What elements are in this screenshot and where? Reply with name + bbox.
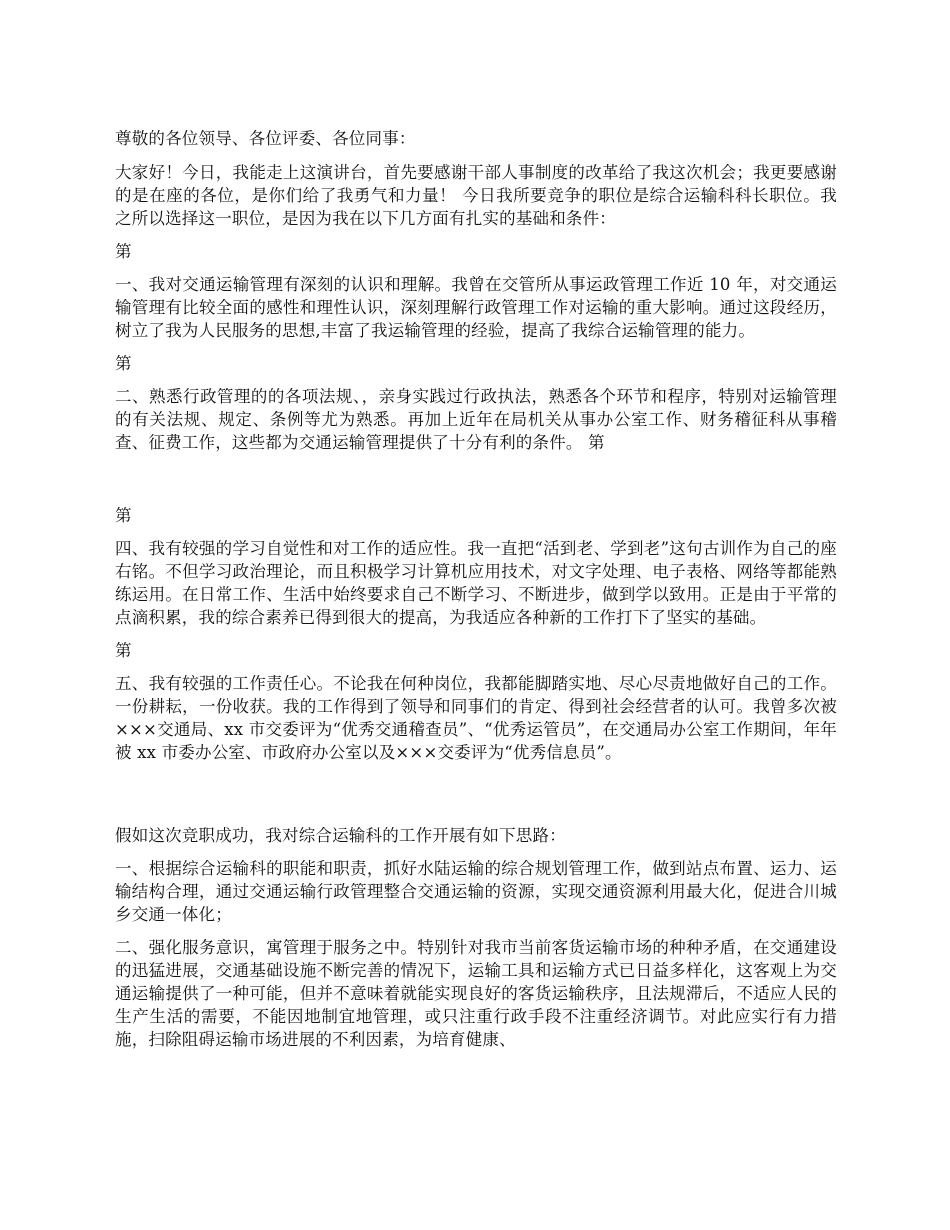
section-marker-3: 第	[115, 506, 132, 525]
section-marker-4: 第	[115, 641, 132, 660]
document-body	[115, 127, 837, 1051]
plan-intro: 假如这次竞职成功，我对综合运输科的工作开展有如下思路：	[115, 826, 566, 845]
intro-paragraph: 大家好！今日，我能走上这演讲台，首先要感谢干部人事制度的改革给了我这次机会；我更要感谢的是在座的各位，是你们给了我勇气和力量！ 今日我所要竞争的职位是综合运输科科长职位。我之所以选择这一职位，是因为我在以下几方面有扎实的基础和条件：	[115, 163, 837, 228]
plan-one-paragraph: 一、根据综合运输科的职能和职责，抓好水陆运输的综合规划管理工作，做到站点布置、运力、运输结构合理，通过交通运输行政管理整合交通运输的资源，实现交通资源利用最大化，促进合川城乡交通一体化；	[115, 859, 837, 924]
section-marker-2: 第	[115, 354, 132, 373]
salutation: 尊敬的各位领导、各位评委、各位同事：	[115, 129, 416, 148]
point-two-paragraph: 二、熟悉行政管理的的各项法规、，亲身实践过行政执法，熟悉各个环节和程序，特别对运输管理的有关法规、规定、条例等尤为熟悉。再加上近年在局机关从事办公室工作、财务稽征科从事稽查、征费工作，这些都为交通运输管理提供了十分有利的条件。 第	[115, 387, 837, 452]
point-one-paragraph: 一、我对交通运输管理有深刻的认识和理解。我曾在交管所从事运政管理工作近 10 年，对交通运输管理有比较全面的感性和理性认识，深刻理解行政管理工作对运输的重大影响。通过这段经历，树立了我为人民服务的思想,丰富了我运输管理的经验，提高了我综合运输管理的能力。	[115, 275, 837, 340]
point-four-paragraph: 四、我有较强的学习自觉性和对工作的适应性。我一直把“活到老、学到老”这句古训作为自己的座右铭。不但学习政治理论，而且积极学习计算机应用技术，对文字处理、电子表格、网络等都能熟练运用。在日常工作、生活中始终要求自己不断学习、不断进步，做到学以致用。正是由于平常的点滴积累，我的综合素养已得到很大的提高，为我适应各种新的工作打下了坚实的基础。	[115, 539, 837, 627]
plan-two-paragraph: 二、强化服务意识，寓管理于服务之中。特别针对我市当前客货运输市场的种种矛盾，在交通建设的迅猛进展，交通基础设施不断完善的情况下，运输工具和运输方式已日益多样化，这客观上为交通运输提供了一种可能，但并不意味着就能实现良好的客货运输秩序，且法规滞后，不适应人民的生产生活的需要，不能因地制宜地管理，或只注重行政手段不注重经济调节。对此应实行有力措施，扫除阻碍运输市场进展的不利因素，为培育健康、	[115, 938, 837, 1049]
section-marker-1: 第	[115, 242, 132, 261]
point-five-paragraph: 五、我有较强的工作责任心。不论我在何种岗位，我都能脚踏实地、尽心尽责地做好自己的工作。一份耕耘，一份收获。我的工作得到了领导和同事们的肯定、得到社会经营者的认可。我曾多次被×××交通局、xx 市交委评为“优秀交通稽查员”、“优秀运管员”，在交通局办公室工作期间，年年被 xx 市委办公室、市政府办公室以及×××交委评为“优秀信息员”。	[115, 674, 837, 762]
